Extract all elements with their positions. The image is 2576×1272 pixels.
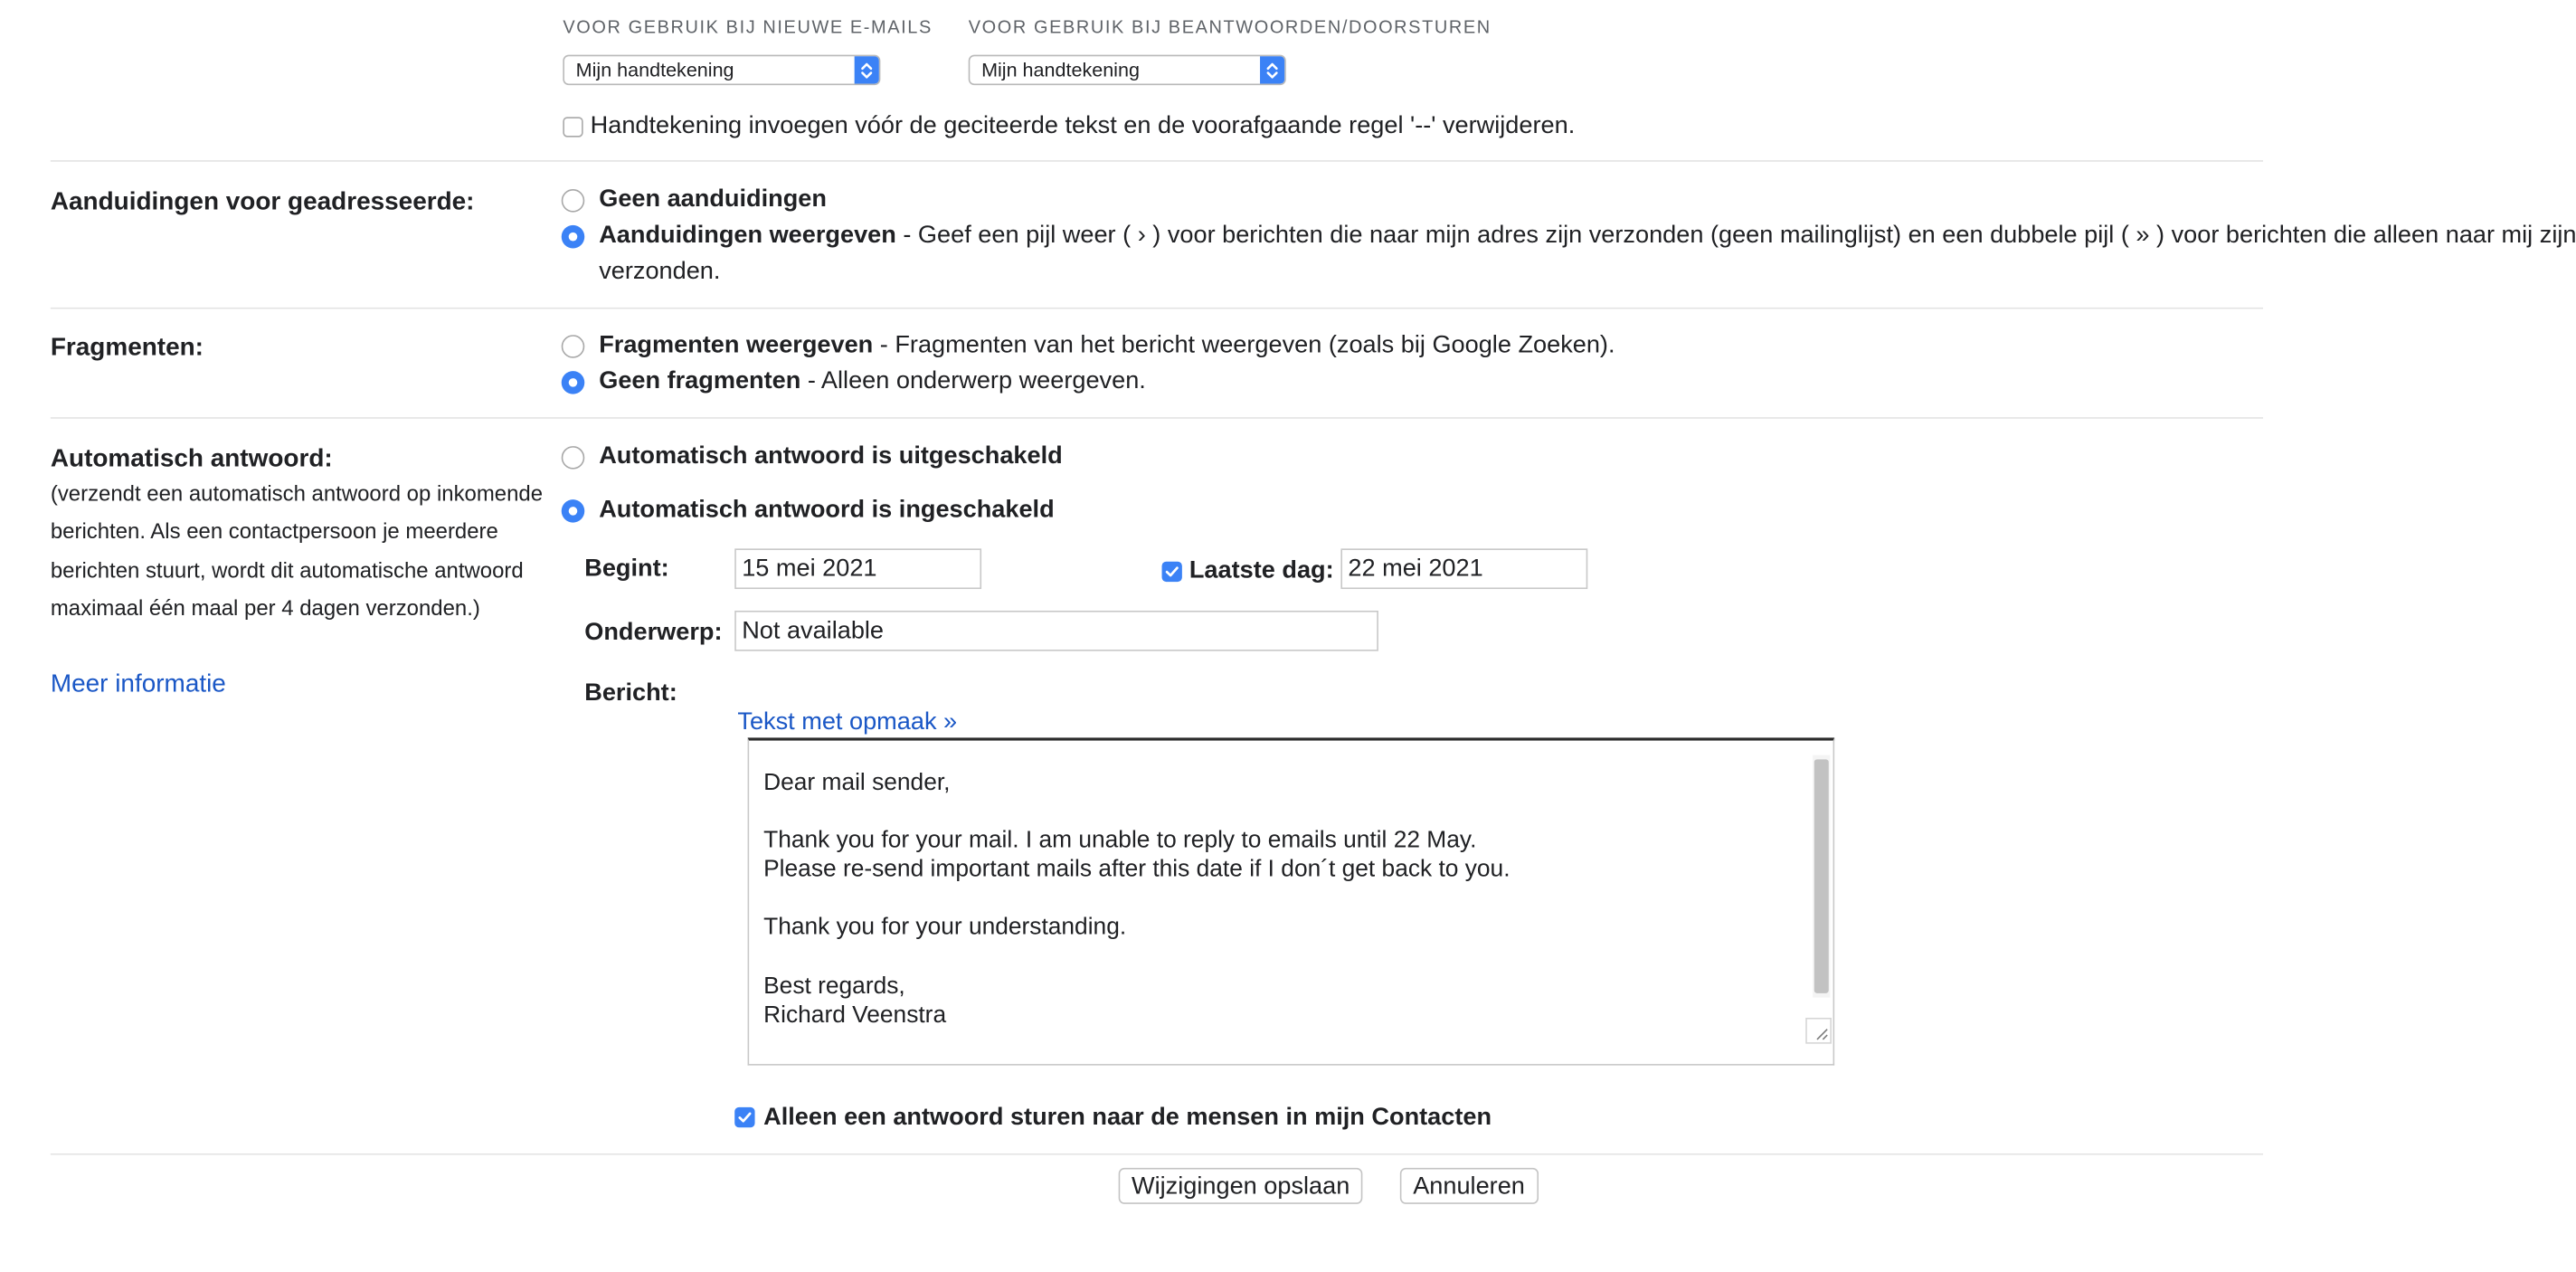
message-line: Please re-send important mails after this date if I don´t get back to you. (763, 856, 1511, 883)
message-editor[interactable] (748, 737, 1835, 1065)
replies-signature-value: Mijn handtekening (981, 59, 1140, 81)
last-day-label: Laatste dag: (1189, 555, 1334, 584)
message-line (763, 942, 1510, 971)
contacts-only-checkbox[interactable] (734, 1107, 754, 1127)
new-mails-signature-value: Mijn handtekening (575, 59, 734, 81)
select-arrows-icon (1260, 56, 1284, 83)
start-date-label: Begint: (584, 554, 669, 583)
divider (51, 160, 2263, 162)
message-line: Dear mail sender, (763, 769, 951, 796)
message-line: Best regards, (763, 972, 905, 999)
show-indicators-desc-line2: verzonden. (599, 257, 721, 285)
radio-show-snippets[interactable] (562, 335, 585, 358)
contacts-only-label: Alleen een antwoord sturen naar de mensen in mijn Contacten (763, 1103, 1492, 1131)
radio-show-indicators[interactable] (562, 225, 585, 249)
editor-scrollbar[interactable] (1813, 755, 1830, 998)
indicators-label: Aanduidingen voor geadresseerde: (50, 185, 475, 215)
radio-autoreply-off[interactable] (562, 446, 585, 470)
message-label: Bericht: (584, 678, 677, 707)
select-arrows-icon (855, 56, 879, 83)
divider (51, 417, 2263, 419)
resize-handle-icon[interactable] (1805, 1018, 1832, 1044)
replies-signature-label: VOOR GEBRUIK BIJ BEANTWOORDEN/DOORSTUREN (968, 17, 1492, 38)
show-indicators-text (599, 221, 2576, 250)
save-changes-button[interactable]: Wijzigingen opslaan (1119, 1168, 1363, 1204)
show-snippets-text (599, 330, 1615, 359)
checkmark-icon (737, 1110, 752, 1125)
no-snippets-label: Geen fragmenten (599, 366, 801, 394)
message-line: Richard Veenstra (763, 1001, 947, 1028)
message-line: Thank you for your mail. I am unable to reply to emails until 22 May. (763, 827, 1477, 854)
divider (51, 1153, 2263, 1155)
insert-before-quote-checkbox[interactable] (563, 117, 582, 137)
message-body[interactable] (763, 768, 1510, 1030)
radio-no-indicators[interactable] (562, 189, 585, 213)
more-info-link[interactable]: Meer informatie (50, 668, 226, 698)
start-date-input[interactable]: 15 mei 2021 (734, 548, 981, 589)
message-line: Thank you for your understanding. (763, 914, 1127, 941)
rich-text-link[interactable]: Tekst met opmaak » (737, 707, 958, 736)
cancel-button[interactable]: Annuleren (1400, 1168, 1538, 1204)
new-mails-signature-select[interactable] (563, 55, 880, 86)
no-snippets-text (599, 366, 1146, 395)
new-mails-signature-label: VOOR GEBRUIK BIJ NIEUWE E-MAILS (563, 17, 933, 38)
show-snippets-label: Fragmenten weergeven (599, 330, 874, 358)
autoreply-on-label: Automatisch antwoord is ingeschakeld (599, 495, 1055, 523)
subject-label: Onderwerp: (584, 617, 723, 646)
autoreply-off-label: Automatisch antwoord is uitgeschakeld (599, 441, 1063, 470)
checkmark-icon (1165, 565, 1179, 579)
snippets-label: Fragmenten: (50, 332, 204, 361)
show-indicators-label: Aanduidingen weergeven (599, 221, 896, 249)
last-day-checkbox[interactable] (1162, 562, 1182, 582)
subject-input[interactable]: Not available (734, 611, 1378, 651)
no-indicators-label: Geen aanduidingen (599, 185, 827, 213)
autoreply-description: (verzendt een automatisch antwoord op inkomende berichten. Als een contactpersoon je meerdere berichten stuurt, wordt dit automatische antwoord maximaal één maal per 4 dagen verzonden.) (50, 481, 544, 621)
message-line (763, 797, 1510, 826)
message-line (763, 884, 1510, 913)
no-snippets-desc: - Alleen onderwerp weergeven. (800, 366, 1146, 394)
radio-autoreply-on[interactable] (562, 499, 585, 523)
replies-signature-select[interactable] (969, 55, 1286, 86)
last-day-input[interactable]: 22 mei 2021 (1340, 548, 1587, 589)
divider (51, 308, 2263, 309)
show-snippets-desc: - Fragmenten van het bericht weergeven (zoals bij Google Zoeken). (873, 330, 1615, 358)
radio-no-snippets[interactable] (562, 371, 585, 394)
show-indicators-desc: - Geef een pijl weer ( › ) voor berichten die naar mijn adres zijn verzonden (geen mailinglijst) en een dubbele pijl ( » ) voor berichten die alleen naar mij zijn (895, 221, 2576, 249)
autoreply-label: Automatisch antwoord: (50, 442, 333, 472)
insert-before-quote-label: Handtekening invoegen vóór de geciteerde tekst en de voorafgaande regel '--' verwijderen. (590, 110, 1576, 139)
editor-scroll-thumb[interactable] (1814, 759, 1829, 993)
